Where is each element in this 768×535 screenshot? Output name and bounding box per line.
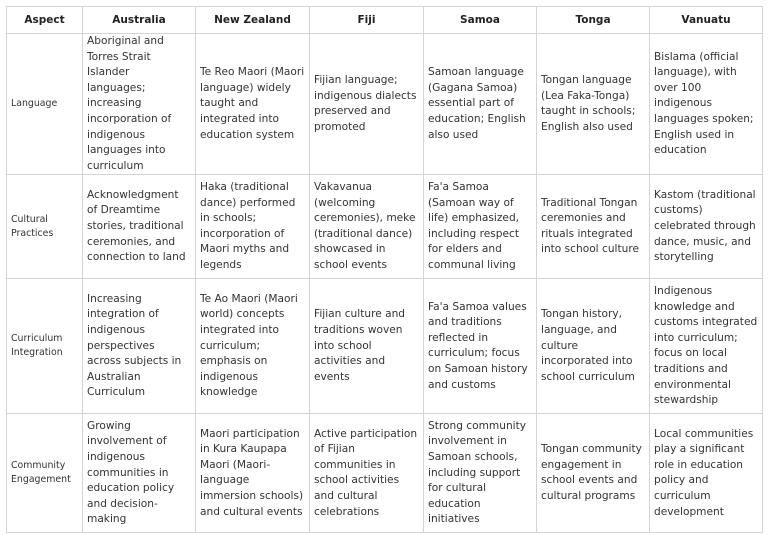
- table-cell-vanuatu: Indigenous knowledge and customs integrated into curriculum; focus on local traditions and environmental stewardship: [650, 279, 763, 414]
- table-cell-australia: Growing involvement of indigenous communities in education policy and decision-making: [83, 414, 196, 533]
- row-aspect-label: Language: [7, 34, 83, 175]
- header-row: [7, 7, 763, 34]
- header-samoa: Samoa: [424, 7, 537, 34]
- table-cell-australia: Aboriginal and Torres Strait Islander languages; increasing incorporation of indigenous languages into curriculum: [83, 34, 196, 175]
- table-cell-tonga: Traditional Tongan ceremonies and rituals integrated into school culture: [537, 175, 650, 279]
- table-cell-new-zealand: Haka (traditional dance) performed in schools; incorporation of Maori myths and legends: [196, 175, 310, 279]
- table-cell-new-zealand: Te Ao Maori (Maori world) concepts integrated into curriculum; emphasis on indigenous knowledge: [196, 279, 310, 414]
- row-aspect-label: Cultural Practices: [7, 175, 83, 279]
- table-cell-tonga: Tongan community engagement in school events and cultural programs: [537, 414, 650, 533]
- table-cell-tonga: Tongan history, language, and culture incorporated into school curriculum: [537, 279, 650, 414]
- table-cell-samoa: Fa'a Samoa values and traditions reflected in curriculum; focus on Samoan history and customs: [424, 279, 537, 414]
- table-row-community-engagement: [7, 414, 763, 533]
- table-cell-fiji: Fijian culture and traditions woven into school activities and events: [310, 279, 424, 414]
- table-cell-fiji: Active participation of Fijian communities in school activities and cultural celebrations: [310, 414, 424, 533]
- row-aspect-label: Community Engagement: [7, 414, 83, 533]
- table-cell-samoa: Samoan language (Gagana Samoa) essential part of education; English also used: [424, 34, 537, 175]
- indigenous-education-comparison-table: [6, 6, 763, 533]
- table-cell-fiji: Fijian language; indigenous dialects preserved and promoted: [310, 34, 424, 175]
- table-cell-samoa: Strong community involvement in Samoan schools, including support for cultural education initiatives: [424, 414, 537, 533]
- table-cell-tonga: Tongan language (Lea Faka-Tonga) taught in schools; English also used: [537, 34, 650, 175]
- table-row-cultural-practices: [7, 175, 763, 279]
- table-cell-fiji: Vakavanua (welcoming ceremonies), meke (traditional dance) showcased in school events: [310, 175, 424, 279]
- table-cell-vanuatu: Bislama (official language), with over 100 indigenous languages spoken; English used in education: [650, 34, 763, 175]
- row-aspect-label: Curriculum Integration: [7, 279, 83, 414]
- header-fiji: Fiji: [310, 7, 424, 34]
- header-tonga: Tonga: [537, 7, 650, 34]
- table-row-language: [7, 34, 763, 175]
- table-cell-australia: Acknowledgment of Dreamtime stories, traditional ceremonies, and connection to land: [83, 175, 196, 279]
- header-new-zealand: New Zealand: [196, 7, 310, 34]
- table-cell-vanuatu: Kastom (traditional customs) celebrated through dance, music, and storytelling: [650, 175, 763, 279]
- table-cell-australia: Increasing integration of indigenous perspectives across subjects in Australian Curriculum: [83, 279, 196, 414]
- header-vanuatu: Vanuatu: [650, 7, 763, 34]
- table-cell-samoa: Fa'a Samoa (Samoan way of life) emphasized, including respect for elders and communal living: [424, 175, 537, 279]
- table-cell-new-zealand: Maori participation in Kura Kaupapa Maori (Maori-language immersion schools) and cultural events: [196, 414, 310, 533]
- table-cell-vanuatu: Local communities play a significant role in education policy and curriculum development: [650, 414, 763, 533]
- header-aspect: Aspect: [7, 7, 83, 34]
- table-row-curriculum-integration: [7, 279, 763, 414]
- comparison-table-container: [6, 6, 763, 533]
- table-cell-new-zealand: Te Reo Maori (Maori language) widely taught and integrated into education system: [196, 34, 310, 175]
- header-australia: Australia: [83, 7, 196, 34]
